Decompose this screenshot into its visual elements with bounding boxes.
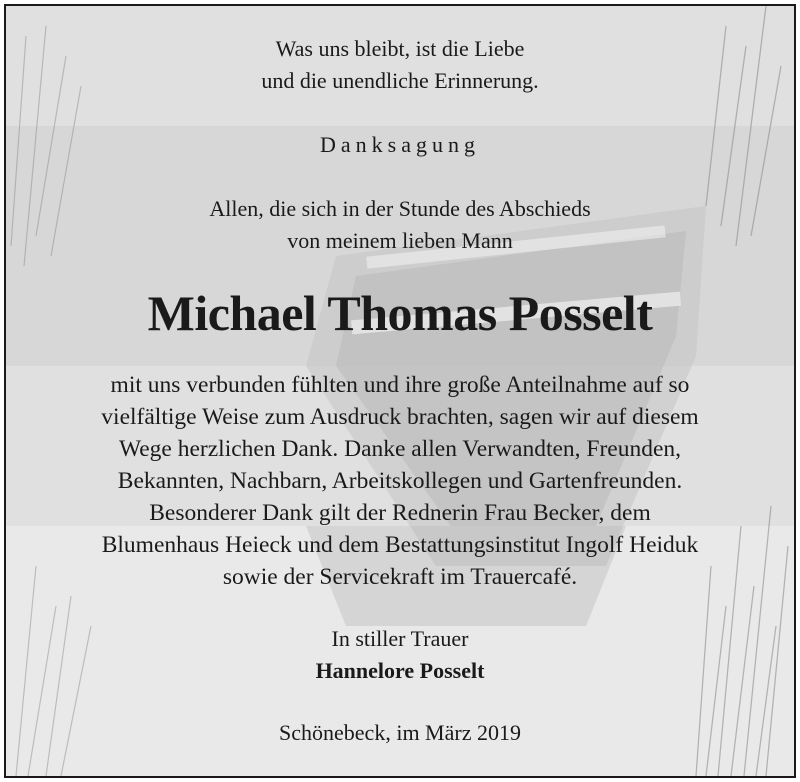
intro-line-1: Allen, die sich in der Stunde des Abschieds [209,196,591,221]
deceased-name: Michael Thomas Posselt [147,285,653,341]
body-line-4: Bekannten, Nachbarn, Arbeitskollegen und Gartenfreunden. [117,468,683,494]
notice-text [6,6,794,776]
place-date: Schönebeck, im März 2019 [279,720,521,745]
body-line-3: Wege herzlichen Dank. Danke allen Verwandten, Freunden, [118,436,682,462]
intro-line-2: von meinem lieben Mann [287,228,513,253]
closing-line: In stiller Trauer [331,626,469,651]
signatory-name: Hannelore Posselt [315,658,485,683]
verse-line-1: Was uns bleibt, ist die Liebe [275,36,525,61]
verse-line-2: und die unendliche Erinnerung. [261,68,539,93]
body-line-6: Blumenhaus Heieck und dem Bestattungsinstitut Ingolf Heiduk [101,532,699,558]
body-line-7: sowie der Servicekraft im Trauercafé. [222,564,578,590]
body-line-5: Besonderer Dank gilt der Rednerin Frau Becker, dem [149,500,651,526]
heading-danksagung: Danksagung [320,132,480,157]
body-line-1: mit uns verbunden fühlten und ihre große Anteilnahme auf so [110,372,690,398]
obituary-notice [4,4,796,778]
body-line-2: vielfältige Weise zum Ausdruck brachten, sagen wir auf diesem [101,404,699,430]
